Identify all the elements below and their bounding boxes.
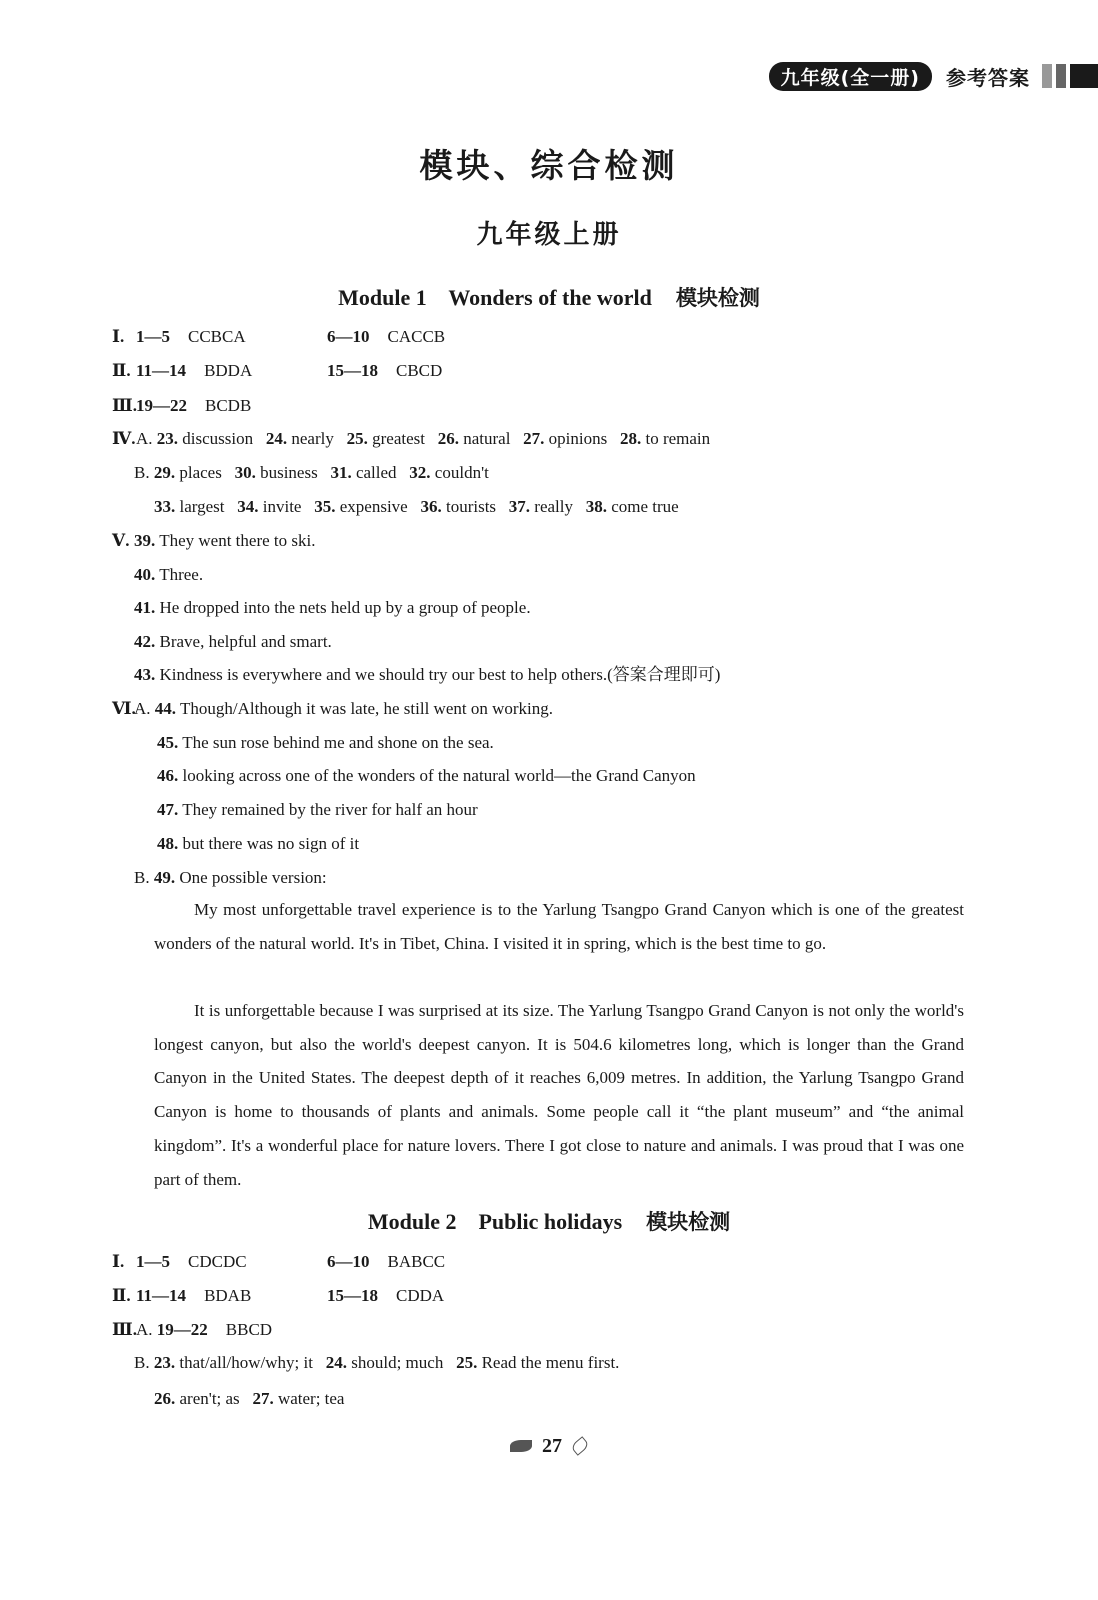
section-number: Ⅴ. [112,531,130,550]
item-number: 42. [134,632,156,651]
module-1-title [0,282,1098,312]
section-number: Ⅰ. [112,327,125,346]
answer-text: really [534,497,573,516]
answer-text: aren't; as [179,1389,240,1408]
question-range: 11—14 [136,361,187,380]
answer-text: tourists [445,497,497,516]
answer-text: business [260,463,318,482]
answer-text: come true [611,497,679,516]
item-number: 26. [154,1389,176,1408]
essay-paragraph-1 [154,893,964,960]
page-footer [0,1434,1098,1458]
answer-text: but there was no sign of it [182,834,360,853]
question-range: 1—5 [136,327,170,346]
answer-text: natural [463,429,511,448]
m1-section-5-item [134,631,332,653]
item-number: 34. [237,497,259,516]
section-number: Ⅱ. [112,361,131,380]
answer-text: Though/Although it was late, he still went on working. [179,699,553,718]
m1-section-1-part2 [327,326,445,348]
m1-section-4-b-cont [154,496,679,518]
item-number: 24. [265,429,288,448]
answers: BDDA [204,361,253,380]
m1-section-5-item [134,564,203,586]
section-number: Ⅰ. [112,1252,125,1271]
answer-text: greatest [372,429,425,448]
item-number: 36. [420,497,442,516]
page-title: 模块、综合检测 [419,146,679,185]
part-label: A. [134,699,151,718]
item-number: 39. [134,531,156,550]
item-number: 38. [585,497,607,516]
item-number: 48. [157,834,179,853]
m2-section-1 [112,1251,247,1273]
module-2-title-en: Module 2 Public holidays [367,1209,623,1234]
item-number: 45. [157,733,179,752]
volume-title: 九年级上册 [476,220,622,250]
m1-section-4-b [134,462,489,484]
item-number: 32. [409,463,431,482]
answer-text: couldn't [434,463,489,482]
question-range: 19—22 [136,396,187,415]
module-2-title-zh: 模块检测 [646,1210,731,1234]
question-range: 6—10 [327,1252,370,1271]
section-number: Ⅲ. [112,396,137,415]
decor-bar [1056,64,1066,88]
answer-text: expensive [339,497,408,516]
answers: CDDA [396,1286,445,1305]
page-header [769,62,1098,90]
m2-section-3-a [112,1319,272,1341]
answer-key-label: 参考答案 [946,65,1030,90]
item-number: 28. [619,429,642,448]
item-number: 24. [325,1353,347,1372]
m1-section-5-item [134,664,720,686]
answer-text: Three. [159,565,204,584]
answer-text: to remain [645,429,711,448]
module-1-title-zh: 模块检测 [675,286,760,310]
item-number: 31. [330,463,352,482]
page-number: 27 [542,1434,562,1457]
item-number: 41. [134,598,156,617]
part-label: A. [136,1320,153,1339]
section-number: Ⅳ. [112,429,136,448]
m1-section-6-item [157,833,359,855]
m2-section-2 [112,1285,251,1307]
question-range: 15—18 [327,1286,378,1305]
item-number: 37. [508,497,531,516]
m1-section-6-item [157,799,478,821]
item-number: 44. [154,699,177,718]
item-number: 25. [456,1353,478,1372]
answers: CBCD [396,361,443,380]
answers: BDAB [204,1286,252,1305]
answers: BCDB [205,396,252,415]
module-1-title-en: Module 1 Wonders of the world [338,285,652,310]
answer-text: The sun rose behind me and shone on the sea. [182,733,494,752]
item-number: 23. [153,1353,176,1372]
leaf-icon [510,1440,532,1452]
header-decor-bars [1042,64,1098,88]
m1-section-6-b [134,867,327,889]
answer-text: water; tea [277,1389,345,1408]
m1-section-1 [112,326,246,348]
answer-text: discussion [182,429,254,448]
answer-text: They remained by the river for half an hour [182,800,478,819]
answer-text: places [179,463,222,482]
item-number: 46. [157,766,179,785]
item-number: 29. [153,463,176,482]
answer-text: One possible version: [179,868,327,887]
essay-paragraph-2 [154,994,964,1196]
answer-text: nearly [291,429,334,448]
answer-text: called [355,463,397,482]
answer-text: that/all/how/why; it [179,1353,313,1372]
answer-text: looking across one of the wonders of the natural world—the Grand Canyon [182,766,696,785]
item-number: 43. [134,665,156,684]
answer-text: Brave, helpful and smart. [159,632,332,651]
item-number: 40. [134,565,156,584]
grade-badge: 九年级(全一册) [769,62,932,91]
item-number: 47. [157,800,179,819]
item-number: 49. [153,868,176,887]
question-range: 19—22 [156,1320,208,1339]
item-number: 27. [252,1389,274,1408]
m2-section-3-b-cont [154,1388,344,1410]
m1-section-4-a [112,428,710,450]
answer-text: They went there to ski. [159,531,316,550]
m1-section-5-item [112,530,315,552]
section-number: Ⅵ. [112,699,136,718]
section-number: Ⅱ. [112,1286,131,1305]
leaf-icon [570,1437,590,1456]
question-range: 11—14 [136,1286,187,1305]
m2-section-1-part2 [327,1251,445,1273]
question-range: 6—10 [327,327,370,346]
answer-text: opinions [548,429,608,448]
m1-section-2-part2 [327,360,442,382]
part-label: B. [134,1353,150,1372]
m1-section-5-item [134,597,531,619]
question-range: 15—18 [327,361,378,380]
m2-section-3-b [134,1352,619,1374]
part-label: B. [134,868,150,887]
answers: BBCD [225,1320,273,1339]
answers: BABCC [387,1252,446,1271]
answers: CACCB [387,327,446,346]
essay-text: My most unforgettable travel experience is to the Yarlung Tsangpo Grand Canyon which is one of the greatest wonders of the natural world. It's in Tibet, China. I visited it in spring, which is the best time to go. [154,900,964,953]
essay-text: It is unforgettable because I was surprised at its size. The Yarlung Tsangpo Grand Canyon is not only the world's longest canyon, but also the world's deepest canyon. It is 504.6 kilometres long, which is longer than the Grand Canyon in the United States. The deepest depth of it reaches 6,009 metres. In addition, the Yarlung Tsangpo Grand Canyon is home to thousands of plants and animals. Some people call it “the plant museum” and “the animal kingdom”. It's a wonderful place for nature lovers. There I got close to nature and animals. I was proud that I was one part of them. [154,1001,964,1189]
decor-bar [1042,64,1052,88]
m1-section-6-item [157,732,494,754]
module-2-title [0,1206,1098,1236]
answer-text: invite [262,497,302,516]
section-number: Ⅲ. [112,1320,137,1339]
answer-text: should; much [351,1353,444,1372]
part-label: A. [136,429,153,448]
item-number: 25. [346,429,368,448]
m1-section-6-item [157,765,696,787]
m1-section-2 [112,360,252,382]
answer-text: largest [179,497,225,516]
answer-text: Read the menu first. [481,1353,620,1372]
item-number: 35. [314,497,336,516]
decor-bar [1070,64,1098,88]
answers: CCBCA [188,327,246,346]
part-label: B. [134,463,150,482]
m2-section-2-part2 [327,1285,444,1307]
m1-section-6-item [112,698,553,720]
item-number: 26. [437,429,459,448]
question-range: 1—5 [136,1252,170,1271]
answer-text: Kindness is everywhere and we should try our best to help others.(答案合理即可) [159,665,721,684]
m1-section-3 [112,395,251,417]
item-number: 33. [154,497,176,516]
answers: CDCDC [188,1252,247,1271]
answer-text: He dropped into the nets held up by a group of people. [159,598,531,617]
item-number: 23. [156,429,179,448]
item-number: 27. [523,429,545,448]
item-number: 30. [234,463,256,482]
